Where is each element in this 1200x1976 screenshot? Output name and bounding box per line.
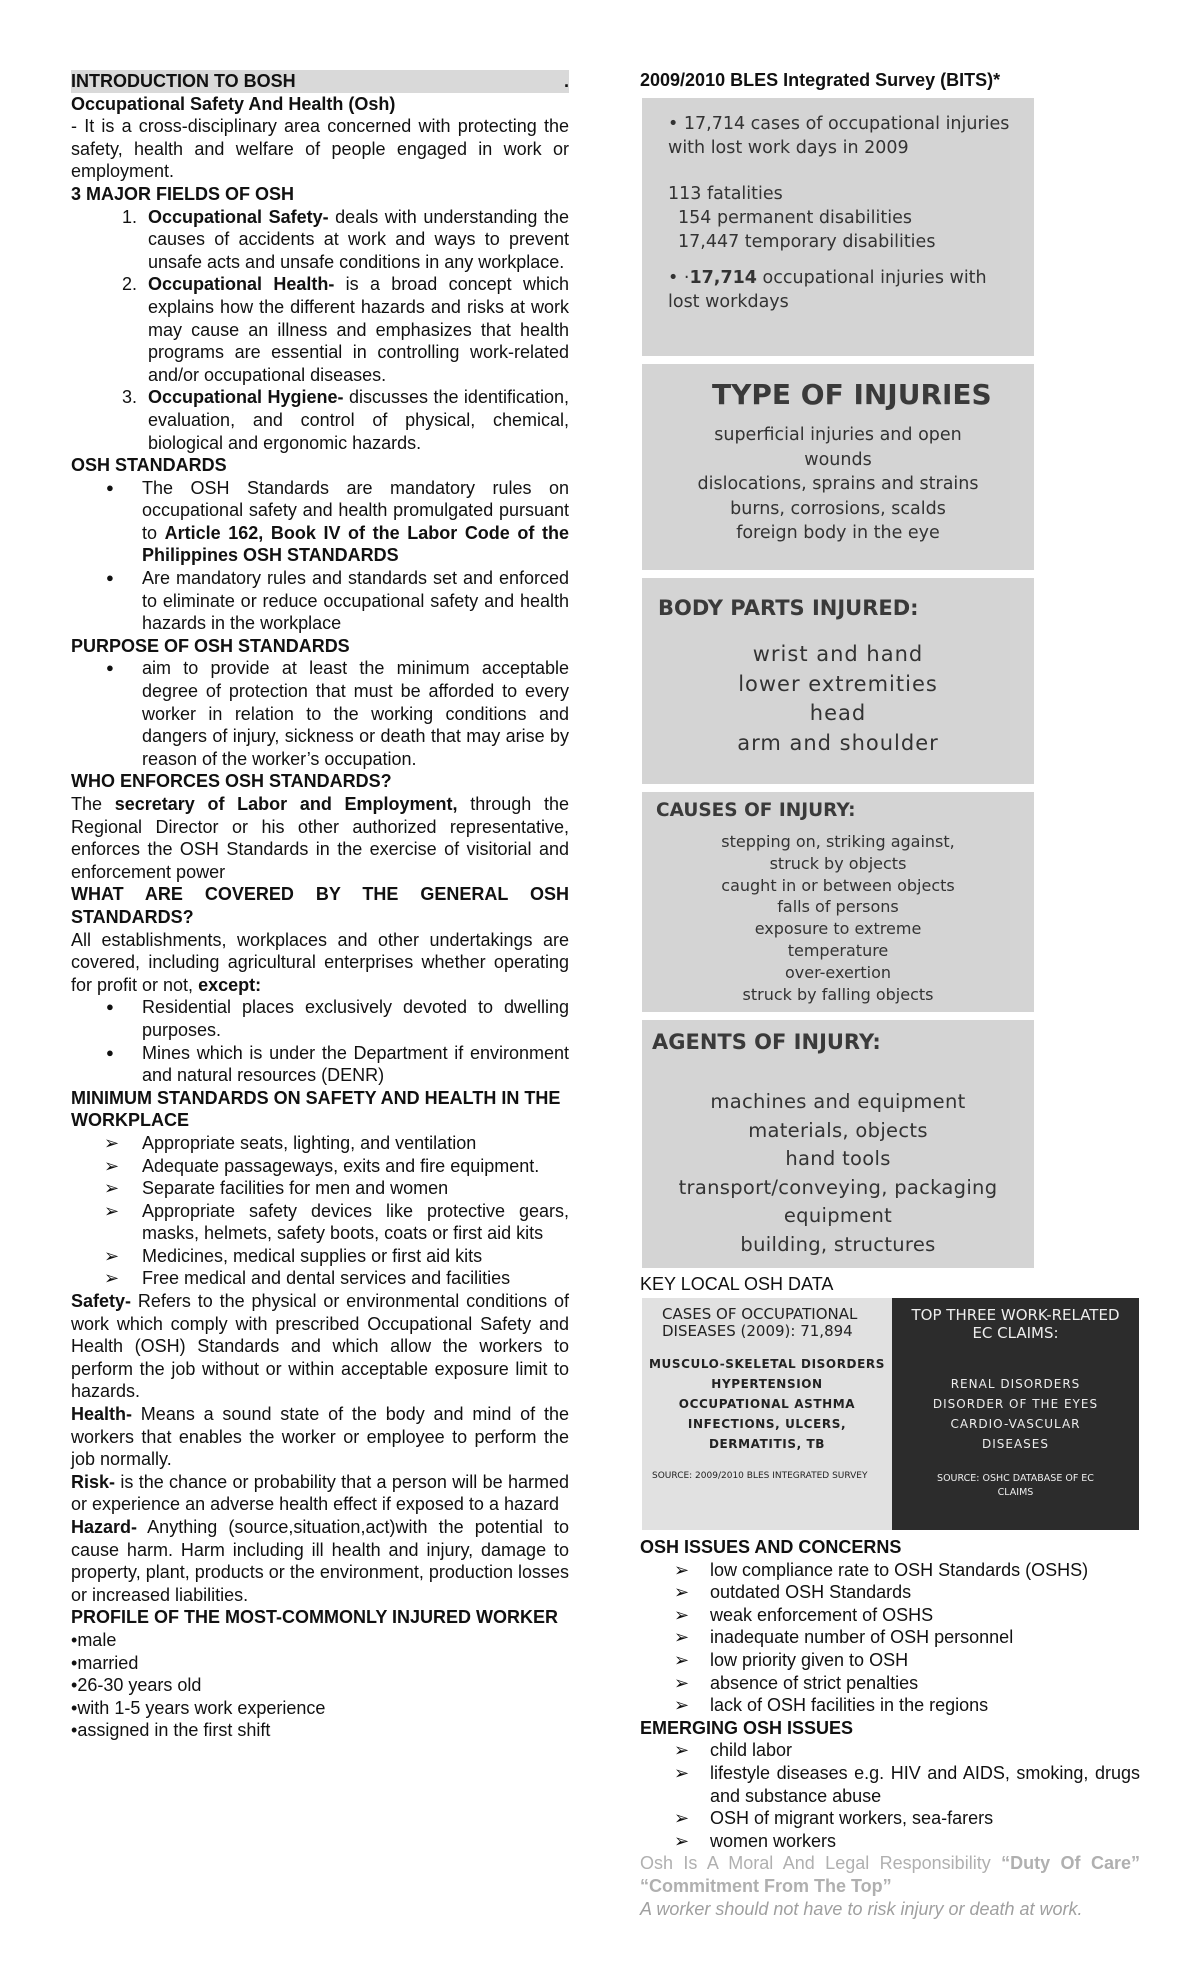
agent-line: transport/conveying, packaging <box>678 1175 998 1199</box>
key-data-box <box>642 1298 1139 1530</box>
agent-line: materials, objects <box>748 1118 928 1142</box>
ec-claim-item: DISORDER OF THE EYES <box>932 1397 1099 1411</box>
profile-item: • 26-30 years old <box>71 1674 569 1697</box>
type-of-injuries-title: TYPE OF INJURIES <box>712 378 992 411</box>
emerging-item: ➢ OSH of migrant workers, sea-farers <box>640 1807 1140 1830</box>
issues-list <box>640 1559 1140 1717</box>
osh-heading: Occupational Safety And Health (Osh) <box>71 93 396 114</box>
definition-risk: Risk- is the chance or probability that a person will be harmed or experience an adverse health effect if exposed to a hazard <box>71 1471 569 1515</box>
cause-line: falls of persons <box>777 897 899 917</box>
agents-list <box>642 1088 1034 1259</box>
who-text: The secretary of Labor and Employment, through the Regional Director or his other authorized representative, enforces the OSH Standards in the exercise of visitorial and enforcement power <box>71 794 569 882</box>
minimum-item: ➢ Adequate passageways, exits and fire equipment. <box>71 1155 569 1178</box>
field-item: 2. Occupational Health- is a broad concept which explains how the different hazards and risks at work may cause an illness and emphasizes that health programs are essential in controlling work-related and/or occupational diseases. <box>142 273 569 386</box>
standards-heading: OSH STANDARDS <box>71 455 227 476</box>
issue-item: ➢ low priority given to OSH <box>640 1649 1140 1672</box>
agent-line: equipment <box>783 1204 893 1227</box>
closing-statement: Osh Is A Moral And Legal Responsibility “Duty Of Care” “Commitment From The Top” <box>640 1853 1140 1896</box>
diseases-list <box>648 1354 886 1454</box>
standards-item: ● Are mandatory rules and standards set and enforced to eliminate or reduce occupational safety and health hazards in the workplace <box>71 567 569 635</box>
issue-item: ➢ weak enforcement of OSHS <box>640 1604 1140 1627</box>
agent-line: building, structures <box>740 1232 936 1256</box>
field-item: 3. Occupational Hygiene- discusses the identification, evaluation, and control of physical, chemical, biological and ergonomic hazards. <box>142 386 569 454</box>
emerging-item: ➢ lifestyle diseases e.g. HIV and AIDS, smoking, drugs and substance abuse <box>640 1762 1140 1807</box>
minimum-item: ➢ Medicines, medical supplies or first aid kits <box>71 1245 569 1268</box>
osh-definition: - It is a cross-disciplinary area concerned with protecting the safety, health and welfare of people engaged in work or employment. <box>71 116 569 182</box>
profile-item: • married <box>71 1652 569 1675</box>
left-column <box>71 70 569 1742</box>
emerging-list <box>640 1739 1140 1852</box>
stat-permanent: 154 permanent disabilities <box>678 208 912 228</box>
body-part: wrist and hand <box>752 642 924 666</box>
minimum-heading: MINIMUM STANDARDS ON SAFETY AND HEALTH IN THE WORKPLACE <box>71 1087 561 1131</box>
type-of-injuries-list <box>642 423 1034 546</box>
body-parts-list <box>642 640 1034 758</box>
issues-heading: OSH ISSUES AND CONCERNS <box>640 1537 902 1557</box>
disease-item: HYPERTENSION <box>711 1377 823 1391</box>
cause-line: over-exertion <box>784 962 892 982</box>
issue-item: ➢ lack of OSH facilities in the regions <box>640 1694 1140 1717</box>
issue-item: ➢ absence of strict penalties <box>640 1672 1140 1695</box>
injury-stat-main: • 17,714 cases of occupational injuries with lost work days in 2009 <box>668 114 1010 158</box>
minimum-item: ➢ Appropriate seats, lighting, and ventilation <box>71 1132 569 1155</box>
ec-claims-panel <box>892 1298 1139 1530</box>
occupational-diseases-panel <box>642 1298 892 1530</box>
intro-title-dot: . <box>563 71 569 91</box>
ec-claims-title: TOP THREE WORK-RELATED EC CLAIMS: <box>911 1306 1120 1342</box>
except-item: ● Mines which is under the Department if environment and natural resources (DENR) <box>71 1042 569 1087</box>
agents-title: AGENTS OF INJURY: <box>652 1030 881 1054</box>
injury-stats-box <box>642 98 1034 356</box>
standards-item: ● The OSH Standards are mandatory rules on occupational safety and health promulgated pursuant to Article 162, Book IV of the Labor Code of the Philippines OSH STANDARDS <box>71 477 569 567</box>
injury-type: burns, corrosions, scalds <box>730 498 946 519</box>
purpose-heading: PURPOSE OF OSH STANDARDS <box>71 635 350 656</box>
definition-health: Health- Means a sound state of the body and mind of the workers that enables the worker or employee to perform the job normally. <box>71 1404 569 1470</box>
causes-box <box>642 792 1034 1012</box>
survey-heading: 2009/2010 BLES Integrated Survey (BITS)* <box>640 70 1001 90</box>
disease-item: INFECTIONS, ULCERS, <box>687 1417 847 1431</box>
purpose-item: ● aim to provide at least the minimum acceptable degree of protection that must be afforded to every worker in relation to the working conditions and dangers of injury, sickness or death that may arise by reason of the worker’s occupation. <box>71 657 569 770</box>
stat-temporary: 17,447 temporary disabilities <box>678 232 936 252</box>
disease-item: OCCUPATIONAL ASTHMA <box>678 1397 856 1411</box>
field-item: 1. Occupational Safety- deals with understanding the causes of accidents at work and ways to prevent unsafe acts and unsafe conditions in any workplace. <box>142 206 569 274</box>
body-parts-title: BODY PARTS INJURED: <box>658 596 919 620</box>
injury-type: superficial injuries and open wounds <box>714 425 962 470</box>
cause-line: struck by objects <box>769 853 907 873</box>
profile-list <box>71 1629 569 1742</box>
diseases-source: SOURCE: 2009/2010 BLES INTEGRATED SURVEY <box>652 1471 868 1481</box>
who-heading: WHO ENFORCES OSH STANDARDS? <box>71 771 392 792</box>
causes-title: CAUSES OF INJURY: <box>656 800 856 821</box>
profile-item: • assigned in the first shift <box>71 1719 569 1742</box>
diseases-title: CASES OF OCCUPATIONAL DISEASES (2009): 71,894 <box>662 1305 858 1340</box>
cause-line: exposure to extreme <box>754 919 922 939</box>
definition-safety: Safety- Refers to the physical or environmental conditions of work which comply with prescribed Occupational Safety and Health (OSH) Standards and which allow the workers to perform the job without or within acceptable exposure limit to hazards. <box>71 1291 569 1402</box>
disease-item: DERMATITIS, TB <box>708 1437 826 1451</box>
ec-claim-item: RENAL DISORDERS <box>950 1377 1081 1391</box>
covered-text: All establishments, workplaces and other undertakings are covered, including agricultural enterprises whether operating for profit or not, except: <box>71 929 569 995</box>
profile-heading: PROFILE OF THE MOST-COMMONLY INJURED WORKER <box>71 1607 559 1628</box>
minimum-list <box>71 1132 569 1290</box>
agents-box <box>642 1020 1034 1268</box>
minimum-item: ➢ Appropriate safety devices like protective gears, masks, helmets, safety boots, coats or first aid kits <box>71 1200 569 1245</box>
definition-hazard: Hazard- Anything (source,situation,act)with the potential to cause harm. Harm including ill health and injury, damage to property, plant, products or the environment, production losses or increased liabilities. <box>71 1517 569 1605</box>
body-parts-box <box>642 578 1034 784</box>
emerging-heading: EMERGING OSH ISSUES <box>640 1717 854 1738</box>
emerging-item: ➢ child labor <box>640 1739 1140 1762</box>
standards-list <box>71 477 569 635</box>
issue-item: ➢ low compliance rate to OSH Standards (OSHS) <box>640 1559 1140 1582</box>
emerging-item: ➢ women workers <box>640 1830 1140 1853</box>
cause-line: temperature <box>787 940 889 960</box>
body-part: head <box>809 701 867 725</box>
issues-section <box>640 1536 1140 1920</box>
cause-line: struck by falling objects <box>742 984 934 1004</box>
ec-claim-item: CARDIO-VASCULAR DISEASES <box>950 1417 1081 1451</box>
ec-claims-list <box>900 1374 1131 1454</box>
key-data-heading: KEY LOCAL OSH DATA <box>640 1274 834 1294</box>
except-item: ● Residential places exclusively devoted to dwelling purposes. <box>71 996 569 1041</box>
minimum-item: ➢ Separate facilities for men and women <box>71 1177 569 1200</box>
profile-item: • male <box>71 1629 569 1652</box>
agent-line: machines and equipment <box>710 1090 966 1113</box>
ec-claims-source: SOURCE: OSHC DATABASE OF EC CLAIMS <box>937 1473 1094 1498</box>
cause-line: stepping on, striking against, <box>721 832 955 851</box>
stat-lost-workdays: • ·17,714 occupational injuries with lost workdays <box>668 268 987 312</box>
fields-list <box>71 206 569 455</box>
injury-type: dislocations, sprains and strains <box>697 474 979 494</box>
injury-type: foreign body in the eye <box>736 523 940 543</box>
causes-list <box>642 831 1034 1005</box>
stat-fatalities: 113 fatalities <box>668 184 783 204</box>
covered-heading: WHAT ARE COVERED BY THE GENERAL OSH STANDARDS? <box>71 884 569 927</box>
issue-item: ➢ outdated OSH Standards <box>640 1581 1140 1604</box>
purpose-list <box>71 657 569 770</box>
issue-item: ➢ inadequate number of OSH personnel <box>640 1626 1140 1649</box>
minimum-item: ➢ Free medical and dental services and facilities <box>71 1267 569 1290</box>
intro-title: INTRODUCTION TO BOSH <box>71 71 296 91</box>
profile-item: • with 1-5 years work experience <box>71 1697 569 1720</box>
body-part: arm and shoulder <box>737 730 939 755</box>
agent-line: hand tools <box>785 1147 891 1170</box>
type-of-injuries-box <box>642 364 1034 570</box>
intro-title-bar <box>71 70 569 93</box>
closing-italic: A worker should not have to risk injury or death at work. <box>640 1898 1083 1919</box>
body-part: lower extremities <box>738 671 938 696</box>
cause-line: caught in or between objects <box>721 875 955 895</box>
except-list <box>71 996 569 1086</box>
disease-item: MUSCULO-SKELETAL DISORDERS <box>648 1357 885 1371</box>
fields-heading: 3 MAJOR FIELDS OF OSH <box>71 183 295 204</box>
